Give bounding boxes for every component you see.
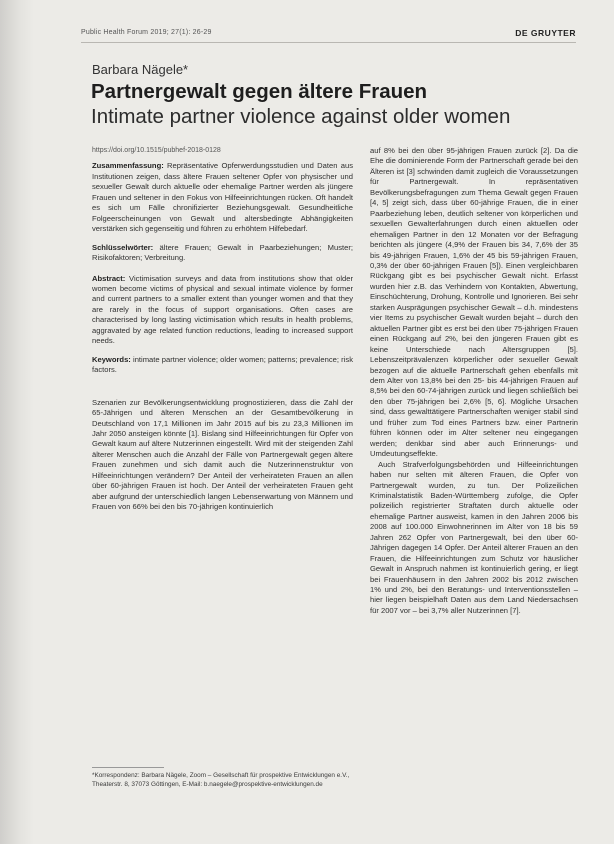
abstract-english-text: Victimisation surveys and data from institutions show that older women become victims of physical and sexual intimate violence by former and current partners to a smaller extent than younger women and that they are rarely in the focus of support organisations. Often cases are characterised by long lasting victimisation which results in health problems, aggravated by age related function reductions, leading to increased support needs. — [92, 273, 353, 346]
body-paragraph-2: Auch Strafverfolgungsbehörden und Hilfeeinrichtungen haben nur selten mit älteren Frauen, die Opfer von Partnergewalt wurden, zu tun. Der Polizeilichen Kriminalstatistik Baden-Württemberg zufolge, die Opfer polizeilich registrierter Straftaten durch aktuelle oder ehemalige Partner ausweist, kamen in den Jahren 2006 bis 2008 auf 100.000 Einwohnerinnen im Alter von 18 bis 59 Jahren 262 Opfer von Partnergewalt, bei den über 60-Jährigen dagegen 14 Opfer. Der Anteil älterer Frauen an den Frauen, die Hilfeeinrichtungen zum Schutz vor häuslicher Gewalt in Anspruch nahmen ist kontinuierlich gering, er liegt bei Frauenhäusern in den Jahren 2002 bis 2012 zwischen 1% und 2%, bei den Beratungs- und Interventionsstellen – hier liegen beispielhaft Daten aus dem Land Niedersachsen für 2007 vor – bei 3,7% aller Nutzerinnen [7]. — [370, 459, 578, 615]
right-column — [370, 146, 578, 616]
publisher-logo: DE GRUYTER — [515, 28, 576, 38]
journal-citation: Public Health Forum 2019; 27(1): 26-29 — [81, 29, 212, 36]
abstract-english — [92, 274, 353, 347]
scan-edge-shadow — [0, 0, 34, 844]
keywords-german-label: Schlüsselwörter: — [92, 242, 154, 252]
header-rule — [81, 42, 576, 43]
abstract-german-text: Repräsentative Opferwerdungsstudien und Daten aus Institutionen zeigen, dass ältere Frauen seltener Opfer von physischer und sexueller Gewalt durch aktuelle oder ehemalige Partner werden als jüngere Frauen und seltener in den Fokus von Hilfeeinrichtungen rücken. Oft handelt es sich um Fälle chronifizierter Beziehungsgewalt. Gesundheitliche Folgeerscheinungen von Gewalt und altersbedingte Abhängigkeiten verstärken sich gegenseitig und führen zu erhöhtem Hilfebedarf. — [92, 161, 353, 234]
correspondence-footnote: *Korrespondenz: Barbara Nägele, Zoom – Gesellschaft für prospektive Entwicklungen e.V., Theaterstr. 8, 37073 Göttingen, E-Mail: b.naegele@prospektive-entwicklungen.de — [92, 772, 350, 788]
doi-link[interactable]: https://doi.org/10.1515/pubhef-2018-0128 — [92, 147, 221, 154]
left-column — [92, 146, 353, 513]
footnote-rule — [92, 767, 164, 768]
keywords-german-text: ältere Frauen; Gewalt in Paarbeziehungen; Muster; Risikofaktoren; Verbreitung. — [92, 242, 353, 263]
body-paragraph-1: auf 8% bei den über 95-jährigen Frauen zurück [2]. Da die Ehe die dominierende Form der Partnerschaft gerade bei den Älteren ist [3] schwinden damit zugleich die Voraussetzungen für Partnergewalt. In repräsentativen Bevölkerungsbefragungen zum Thema Gewalt gegen Frauen [4, 5] zeigt sich, dass über 60-jährige Frauen, die in einer Paarbeziehung leben, deutlich seltener von körperlichen und sexuellen Gewalterfahrungen durch einen aktuellen oder ehemaligen Partner in den 12 Monaten vor der Befragung berichten als jüngere (4,9% der Frauen bis 34, 7,6% der 35 bis 49-jährigen Frauen, 1,6% der 45 bis 59-jährigen Frauen, 0,3% der über 60-jährigen Frauen [5]). Einen vergleichbaren Rückgang gibt es bei psychischer Gewalt nicht. Erfasst wurden hier z.B. das Verhindern von Kontakten, Abwertung, Einschüchterung, Drohung, Kontrolle und Ignorieren. Bei sehr starken Ausprägungen psychischer Gewalt – d.h. mindestens vier Items zu psychischer Gewalt wurden bejaht – durch den aktuellen Partner gibt es erst bei den über 75-jährigen Frauen einen Rückgang auf 2%, bei den jüngeren Frauen gibt es keine Unterschiede nach Altersgruppen [5]. Lebenszeitprävalenzen körperlicher oder sexueller Gewalt bezogen auf die aktuelle Partnerschaft gehen ebenfalls mit dem Alter von 13,8% bei den 25- bis 44-jährigen Frauen auf 8,5% bei den 60-74-jährigen zurück und liegen schließlich bei den über 75-jährigen bei 2,6% [5, 6]. Mögliche Ursachen sind, dass gewalttätigere Partnerschaften weniger stabil sind und früher zum Tod eines Partners bzw. einer Partnerin führen können oder im Alter seltener neu eingegangen werden; denkbar sind aber auch Erinnerungs- und Umdeutungseffekte. — [370, 146, 578, 459]
keywords-english-label: Keywords: — [92, 354, 131, 364]
abstract-german — [92, 161, 353, 234]
keywords-german — [92, 243, 353, 264]
page-header — [81, 29, 576, 41]
author-name: Barbara Nägele* — [92, 62, 189, 77]
keywords-english — [92, 355, 353, 376]
title-german: Partnergewalt gegen ältere Frauen — [91, 80, 428, 103]
abstract-english-label: Abstract: — [92, 273, 126, 283]
keywords-english-text: intimate partner violence; older women; patterns; prevalence; risk factors. — [92, 354, 353, 375]
abstract-german-label: Zusammenfassung: — [92, 161, 164, 171]
title-english: Intimate partner violence against older women — [91, 105, 511, 128]
body-paragraph-intro: Szenarien zur Bevölkerungsentwicklung prognostizieren, dass die Zahl der 65-Jährigen und älteren Menschen an der Gesamtbevölkerung in Deutschland von 17,1 Millionen im Jahr 2015 auf bis zu 23,3 Millionen im Jahr 2050 ansteigen könnte [1]. Bislang sind Hilfeeinrichtungen für Opfer von Gewalt kaum auf ältere Nutzerinnen eingestellt. Wird mit der steigenden Zahl älterer Menschen auch die Anzahl der Fälle von Partnergewalt gegen ältere Frauen zunehmen und sich damit auch die Nutzerinnenstruktur von Hilfeeinrichtungen verändern? Der Anteil der verheirateten Frauen an allen über 60-jährigen Frauen ist hoch. Der Anteil der verheirateten Frauen geht aber aufgrund der unterschiedlich langen Lebenserwartung von Männern und Frauen von 66% bei den bis 70-jährigen kontinuierlich — [92, 397, 353, 512]
